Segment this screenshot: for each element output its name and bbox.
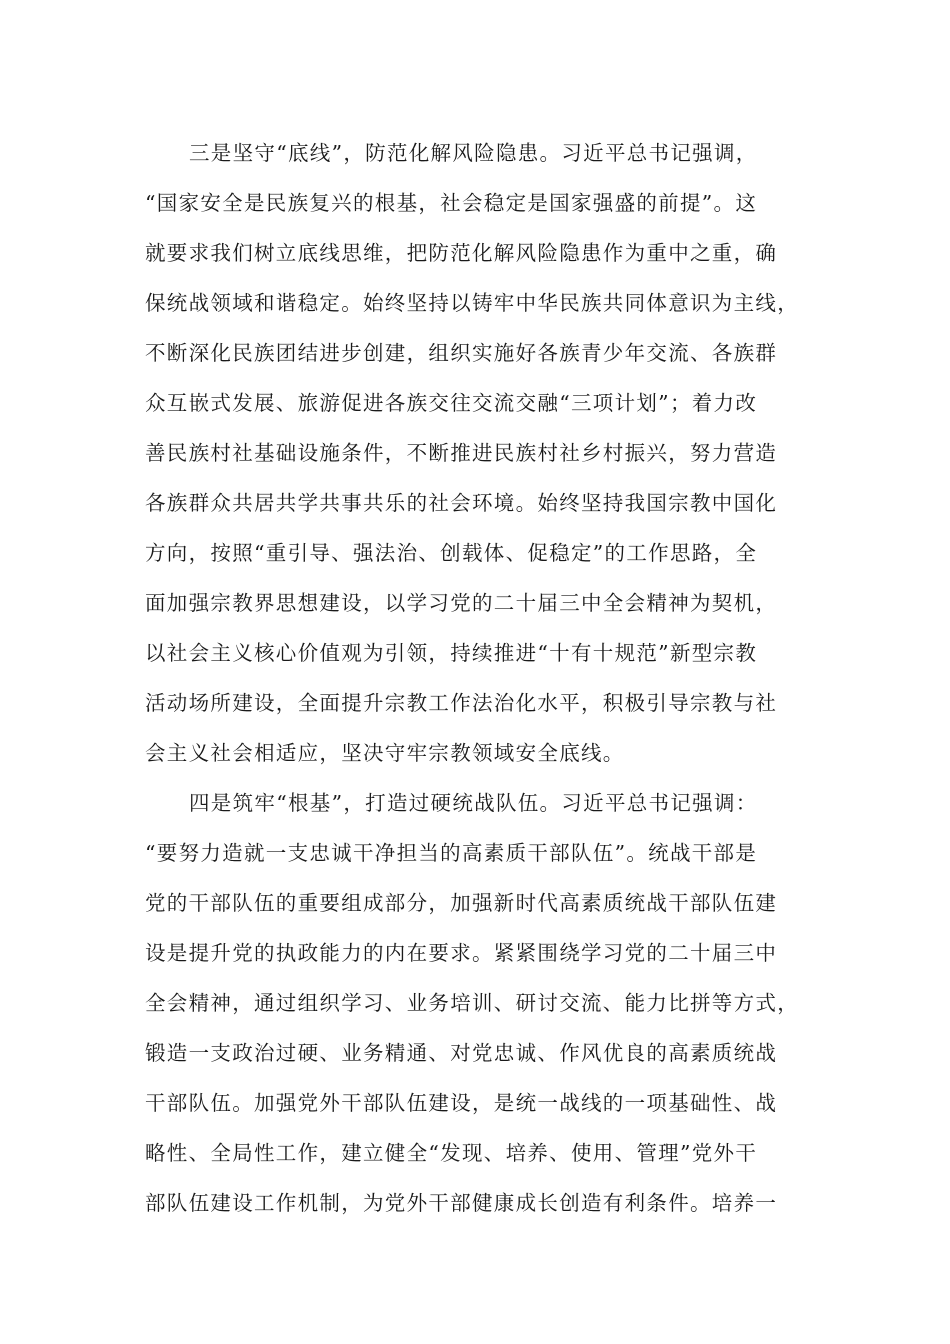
text-line: 方向，按照“重引导、强法治、创载体、促稳定”的工作思路，全 bbox=[145, 541, 758, 565]
text-line: 活动场所建设，全面提升宗教工作法治化水平，积极引导宗教与社 bbox=[145, 691, 778, 715]
text-line: 就要求我们树立底线思维，把防范化解风险隐患作为重中之重，确 bbox=[145, 241, 778, 265]
text-line: “要努力造就一支忠诚干净担当的高素质干部队伍”。统战干部是 bbox=[145, 841, 758, 865]
text-line: 全会精神，通过组织学习、业务培训、研讨交流、能力比拼等方式， bbox=[145, 991, 799, 1015]
body-text bbox=[145, 128, 815, 1228]
text-line: 党的干部队伍的重要组成部分，加强新时代高素质统战干部队伍建 bbox=[145, 891, 778, 915]
text-line: 不断深化民族团结进步创建，组织实施好各族青少年交流、各族群 bbox=[145, 341, 778, 365]
text-line: 保统战领域和谐稳定。始终坚持以铸牢中华民族共同体意识为主线， bbox=[145, 291, 799, 315]
text-line: “国家安全是民族复兴的根基，社会稳定是国家强盛的前提”。这 bbox=[145, 191, 758, 215]
paragraph-3-bottom-line bbox=[145, 128, 815, 778]
paragraph-4-foundation bbox=[145, 778, 815, 1228]
text-line: 四是筑牢“根基”，打造过硬统战队伍。习近平总书记强调： bbox=[189, 791, 758, 815]
text-line: 众互嵌式发展、旅游促进各族交往交流交融“三项计划”；着力改 bbox=[145, 391, 758, 415]
text-line: 面加强宗教界思想建设，以学习党的二十届三中全会精神为契机， bbox=[145, 591, 778, 615]
text-line: 干部队伍。加强党外干部队伍建设，是统一战线的一项基础性、战 bbox=[145, 1091, 778, 1115]
text-line: 设是提升党的执政能力的内在要求。紧紧围绕学习党的二十届三中 bbox=[145, 941, 778, 965]
text-line: 略性、全局性工作，建立健全“发现、培养、使用、管理”党外干 bbox=[145, 1141, 758, 1165]
text-line: 各族群众共居共学共事共乐的社会环境。始终坚持我国宗教中国化 bbox=[145, 491, 778, 515]
text-line: 善民族村社基础设施条件，不断推进民族村社乡村振兴，努力营造 bbox=[145, 441, 778, 465]
text-line: 部队伍建设工作机制，为党外干部健康成长创造有利条件。培养一 bbox=[145, 1191, 778, 1215]
text-line: 三是坚守“底线”，防范化解风险隐患。习近平总书记强调， bbox=[189, 141, 758, 165]
text-line: 以社会主义核心价值观为引领，持续推进“十有十规范”新型宗教 bbox=[145, 641, 758, 665]
text-line: 会主义社会相适应，坚决守牢宗教领域安全底线。 bbox=[145, 741, 625, 765]
text-line: 锻造一支政治过硬、业务精通、对党忠诚、作风优良的高素质统战 bbox=[145, 1041, 778, 1065]
